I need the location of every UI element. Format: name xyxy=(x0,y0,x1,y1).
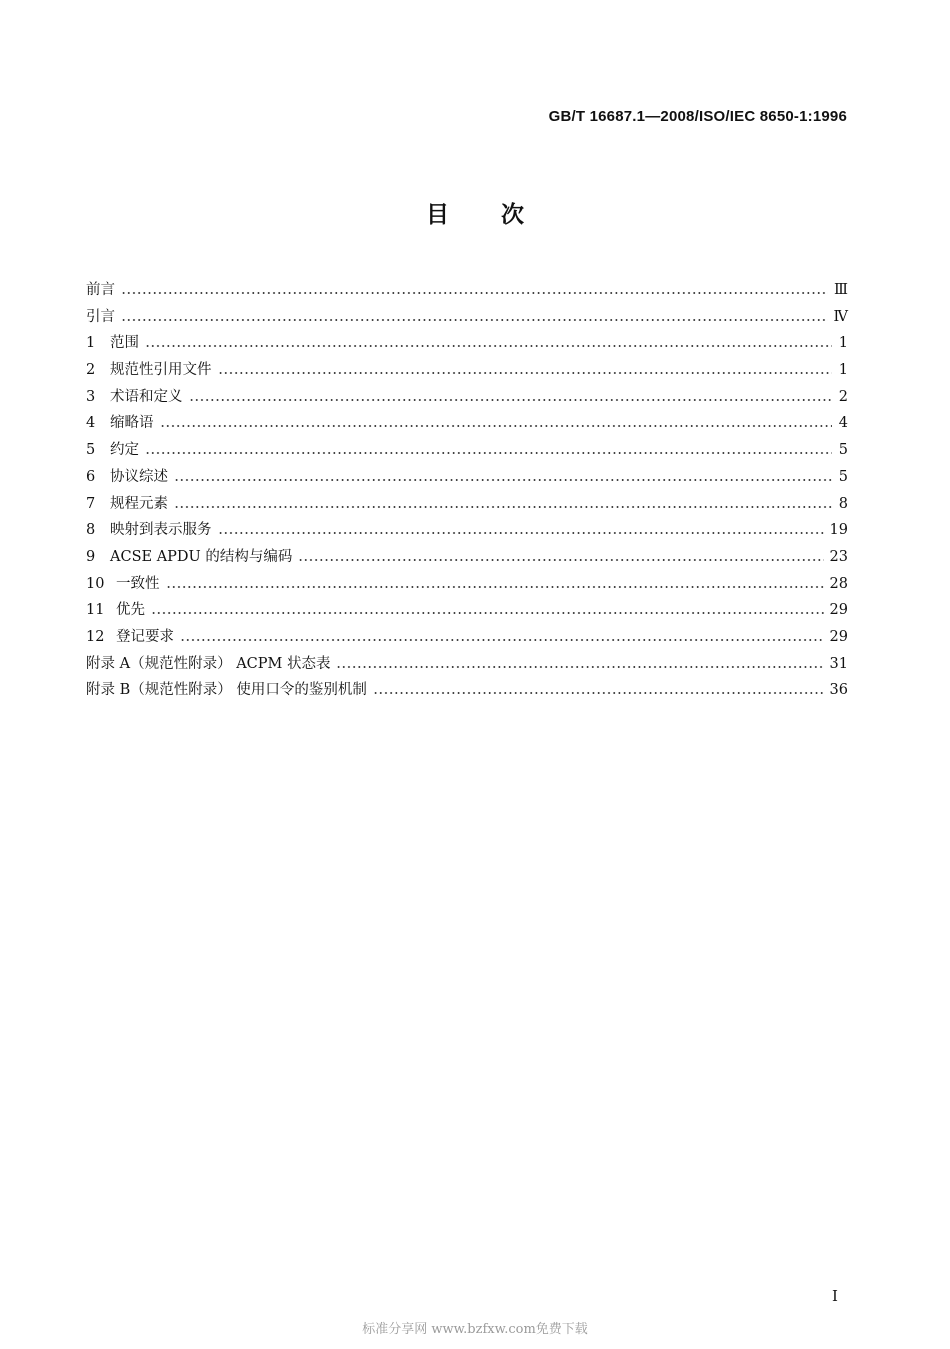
dot-leader xyxy=(189,388,833,402)
toc-entry-page: 4 xyxy=(838,415,848,432)
toc-entry-number: 3 xyxy=(86,388,96,405)
toc-entry-number: 1 xyxy=(86,335,96,352)
toc-entry-label: 优先 xyxy=(116,602,145,619)
toc-entry-page: 29 xyxy=(829,628,848,645)
dot-leader xyxy=(180,628,824,642)
toc-entry-label: 引言 xyxy=(86,308,115,325)
toc-entry-7[interactable] xyxy=(86,491,848,518)
page-title: 目次 xyxy=(426,202,576,228)
toc-entry-5[interactable] xyxy=(86,437,848,464)
standard-code: GB/T 16687.1—2008/ISO/IEC 8650-1:1996 xyxy=(548,108,847,125)
toc-entry-2[interactable] xyxy=(86,357,848,384)
dot-leader xyxy=(145,441,832,455)
toc-entry-label: 前言 xyxy=(86,282,115,298)
toc-entry-number: 7 xyxy=(86,495,96,512)
toc-entry-number: 5 xyxy=(86,442,96,459)
toc-entry-label: 协议综述 xyxy=(110,468,168,485)
toc-entry-page: 29 xyxy=(829,602,848,619)
toc-entry-page: 5 xyxy=(838,442,848,459)
toc-entry-page: 5 xyxy=(838,468,848,485)
dot-leader xyxy=(121,308,828,322)
toc-entry-page: 1 xyxy=(838,335,848,352)
toc-entry-11[interactable] xyxy=(86,597,848,624)
toc-entry-label: 附录 B（规范性附录） 使用口令的鉴别机制 xyxy=(86,682,367,699)
dot-leader xyxy=(166,575,824,589)
toc-entry-label: 登记要求 xyxy=(116,628,174,645)
toc-entry-label: 附录 A（规范性附录） ACPM 状态表 xyxy=(86,655,331,672)
toc-entry-6[interactable] xyxy=(86,464,848,491)
toc-entry-introduction[interactable] xyxy=(86,304,848,331)
toc-entry-label: 缩略语 xyxy=(110,415,154,432)
toc-entry-number: 9 xyxy=(86,548,96,565)
toc-entry-number: 2 xyxy=(86,362,96,379)
toc-entry-page: 8 xyxy=(838,495,848,512)
dot-leader xyxy=(218,521,824,535)
toc-entry-number: 12 xyxy=(86,628,105,645)
toc-entry-page: 19 xyxy=(829,522,848,539)
toc-entry-4[interactable] xyxy=(86,410,848,437)
toc-entry-10[interactable] xyxy=(86,571,848,598)
dot-leader xyxy=(174,468,832,482)
toc-entry-9[interactable] xyxy=(86,544,848,571)
toc-entry-1[interactable] xyxy=(86,330,848,357)
toc-entry-foreword[interactable] xyxy=(86,277,848,304)
dot-leader xyxy=(151,601,824,615)
toc-entry-page: 23 xyxy=(829,548,848,565)
page-number: I xyxy=(832,1287,838,1305)
dot-leader xyxy=(160,414,833,428)
toc-entry-label: 映射到表示服务 xyxy=(110,522,212,539)
toc-entry-page: 1 xyxy=(838,362,848,379)
dot-leader xyxy=(298,548,823,562)
toc-entry-page: 28 xyxy=(829,575,848,592)
dot-leader xyxy=(145,334,832,348)
toc-entry-12[interactable] xyxy=(86,624,848,651)
dot-leader xyxy=(121,281,828,295)
toc-entry-page: Ⅳ xyxy=(833,308,848,325)
toc-entry-page: 36 xyxy=(829,682,848,699)
toc-entry-label: 范围 xyxy=(110,335,139,352)
toc-entry-label: 术语和定义 xyxy=(110,388,183,405)
toc-entry-label: 规程元素 xyxy=(110,495,168,512)
dot-leader xyxy=(218,361,833,375)
toc-entry-page: 31 xyxy=(829,655,848,672)
toc-entry-label: 规范性引用文件 xyxy=(110,362,212,379)
toc-entry-number: 8 xyxy=(86,522,96,539)
toc-entry-label: 一致性 xyxy=(116,575,160,592)
toc-entry-label: ACSE APDU 的结构与编码 xyxy=(110,548,293,565)
toc-entry-number: 4 xyxy=(86,415,96,432)
toc-entry-number: 10 xyxy=(86,575,105,592)
toc-entry-number: 6 xyxy=(86,468,96,485)
dot-leader xyxy=(174,495,832,509)
toc-entry-page: Ⅲ xyxy=(834,282,848,298)
toc-entry-3[interactable] xyxy=(86,384,848,411)
toc-entry-number: 11 xyxy=(86,602,105,619)
dot-leader xyxy=(336,655,823,669)
toc-entry-8[interactable] xyxy=(86,517,848,544)
dot-leader xyxy=(373,681,824,695)
toc-entry-annex-b[interactable] xyxy=(86,677,848,704)
table-of-contents xyxy=(86,277,848,704)
watermark: 标准分享网 www.bzfxw.com免费下载 xyxy=(362,1322,588,1337)
toc-entry-page: 2 xyxy=(838,388,848,405)
toc-entry-label: 约定 xyxy=(110,442,139,459)
toc-entry-annex-a[interactable] xyxy=(86,651,848,678)
